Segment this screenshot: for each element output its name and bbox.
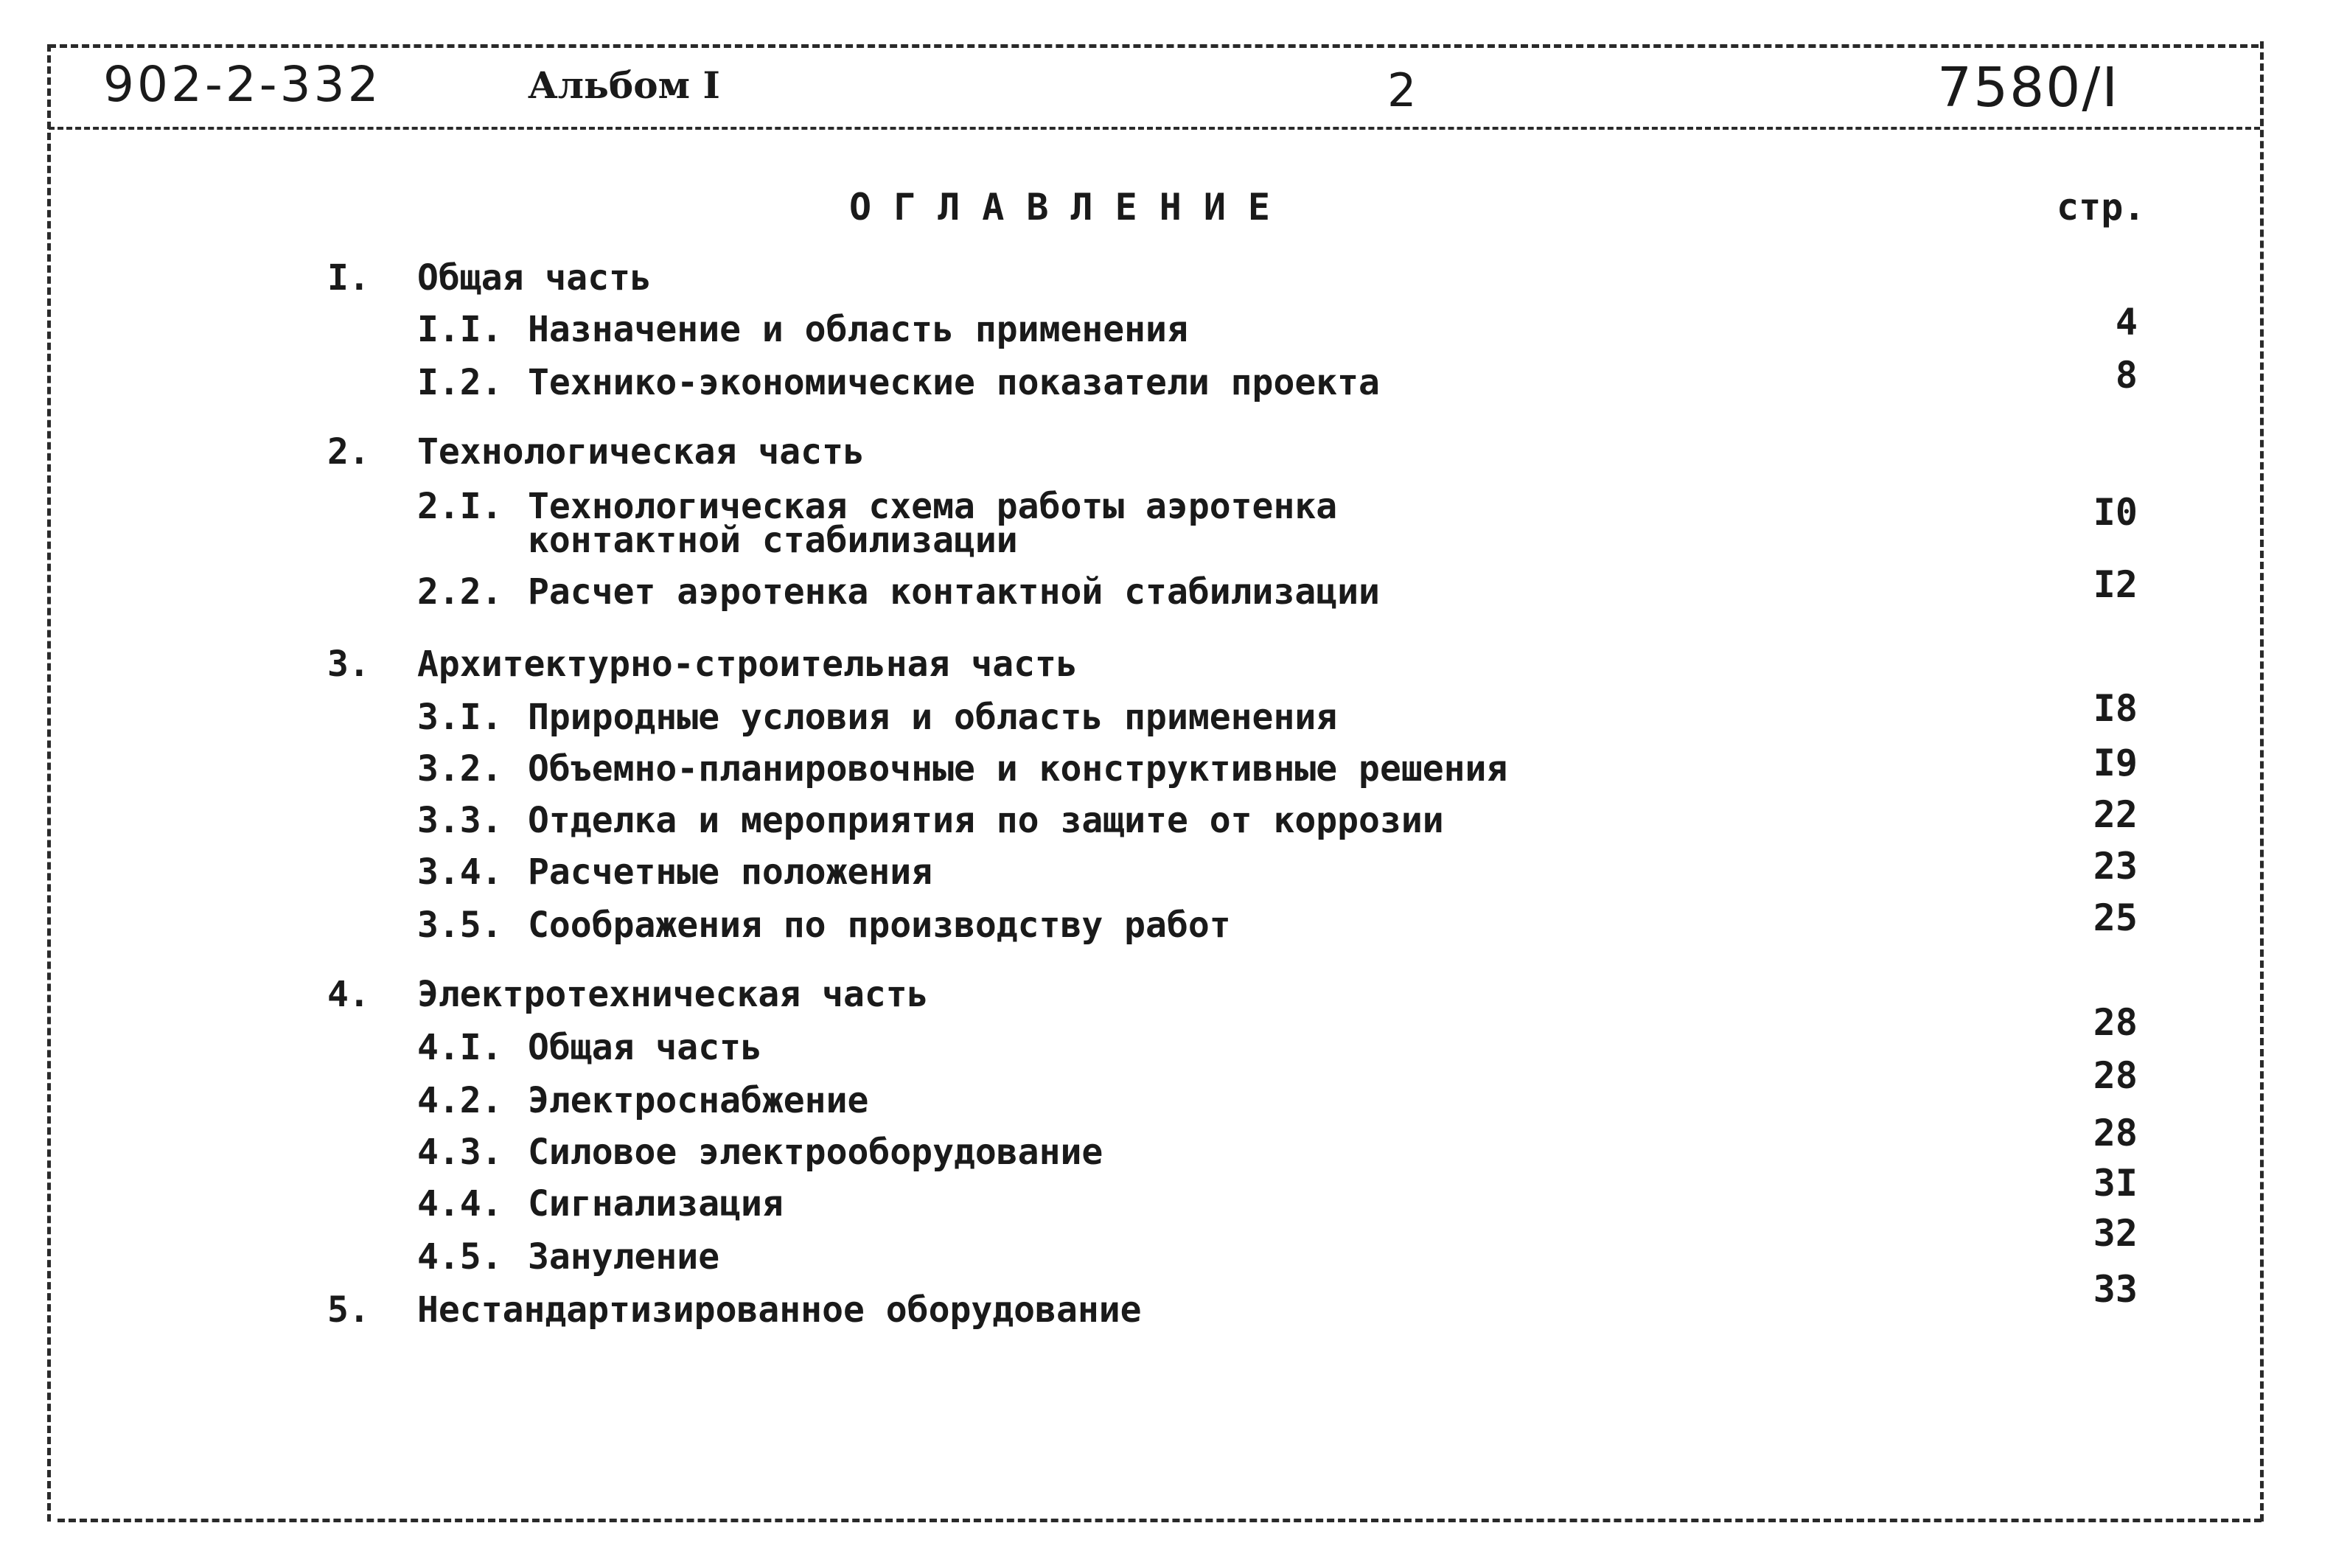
toc-item[interactable]: Электроснабжение bbox=[528, 1080, 869, 1121]
section-title: Общая часть bbox=[417, 257, 652, 299]
toc-page: 28 bbox=[2093, 1112, 2138, 1154]
toc-page: I2 bbox=[2093, 563, 2138, 606]
toc-page: 25 bbox=[2093, 896, 2138, 939]
toc-item[interactable]: Расчет аэротенка контактной стабилизации bbox=[528, 571, 1380, 613]
inventory-number: 7580/I bbox=[1937, 56, 2120, 119]
page-title: ОГЛАВЛЕНИЕ bbox=[849, 186, 1293, 229]
toc-item[interactable]: Общая часть bbox=[528, 1027, 762, 1068]
toc-page: I0 bbox=[2093, 491, 2138, 534]
toc-item[interactable]: Силовое электрооборудование bbox=[528, 1132, 1103, 1173]
frame-bottom-border bbox=[57, 1519, 2261, 1522]
item-number: 4.I. bbox=[417, 1027, 503, 1068]
toc-item[interactable]: Сигнализация bbox=[528, 1183, 784, 1224]
toc-item[interactable]: Нестандартизированное оборудование bbox=[417, 1289, 1142, 1331]
section-title: Архитектурно-строительная часть bbox=[417, 644, 1078, 685]
item-number: 3.2. bbox=[417, 748, 503, 790]
toc-page: 4 bbox=[2115, 301, 2138, 344]
header-divider bbox=[49, 127, 2260, 130]
frame-left-border bbox=[47, 44, 51, 1522]
item-number: I.2. bbox=[417, 362, 503, 403]
toc-item[interactable]: Отделка и мероприятия по защите от коррозии bbox=[528, 800, 1444, 841]
document-code: 902-2-332 bbox=[103, 56, 382, 113]
toc-item[interactable]: Соображения по производству работ bbox=[528, 905, 1231, 946]
item-number: 3.4. bbox=[417, 851, 503, 893]
item-number: 2.I. bbox=[417, 486, 503, 527]
toc-page: 3I bbox=[2093, 1162, 2138, 1205]
page-column-header: стр. bbox=[2057, 186, 2146, 229]
toc-page: 23 bbox=[2093, 845, 2138, 888]
page-number: 2 bbox=[1387, 63, 1417, 117]
item-number: 4.3. bbox=[417, 1132, 503, 1173]
section-number: 5. bbox=[327, 1289, 370, 1331]
toc-item[interactable]: Природные условия и область применения bbox=[528, 697, 1338, 738]
toc-page: 8 bbox=[2115, 354, 2138, 397]
toc-page: 32 bbox=[2093, 1212, 2138, 1255]
toc-item[interactable]: Технико-экономические показатели проекта bbox=[528, 362, 1380, 403]
section-number: 2. bbox=[327, 431, 370, 473]
toc-item-continuation: контактной стабилизации bbox=[528, 520, 1018, 561]
toc-page: I9 bbox=[2093, 742, 2138, 784]
item-number: 2.2. bbox=[417, 571, 503, 613]
item-number: I.I. bbox=[417, 309, 503, 350]
item-number: 3.I. bbox=[417, 697, 503, 738]
toc-page: 22 bbox=[2093, 793, 2138, 836]
section-title: Технологическая часть bbox=[417, 431, 865, 473]
toc-item[interactable]: Объемно-планировочные и конструктивные решения bbox=[528, 748, 1508, 790]
item-number: 4.2. bbox=[417, 1080, 503, 1121]
item-number: 3.5. bbox=[417, 905, 503, 946]
toc-item[interactable]: Технологическая схема работы аэротенка bbox=[528, 486, 1338, 527]
album-label: Альбом I bbox=[528, 63, 720, 107]
item-number: 4.5. bbox=[417, 1236, 503, 1278]
section-number: 4. bbox=[327, 974, 370, 1015]
item-number: 3.3. bbox=[417, 800, 503, 841]
toc-item[interactable]: Расчетные положения bbox=[528, 851, 933, 893]
toc-page: 28 bbox=[2093, 1001, 2138, 1044]
toc-page: I8 bbox=[2093, 687, 2138, 730]
toc-page: 28 bbox=[2093, 1054, 2138, 1097]
section-number: I. bbox=[327, 257, 370, 299]
frame-right-border bbox=[2260, 41, 2264, 1522]
toc-item[interactable]: Назначение и область применения bbox=[528, 309, 1188, 350]
toc-page: 33 bbox=[2093, 1268, 2138, 1311]
item-number: 4.4. bbox=[417, 1183, 503, 1224]
toc-item[interactable]: Зануление bbox=[528, 1236, 720, 1278]
section-title: Электротехническая часть bbox=[417, 974, 929, 1015]
frame-top-border bbox=[49, 44, 2259, 48]
section-number: 3. bbox=[327, 644, 370, 685]
